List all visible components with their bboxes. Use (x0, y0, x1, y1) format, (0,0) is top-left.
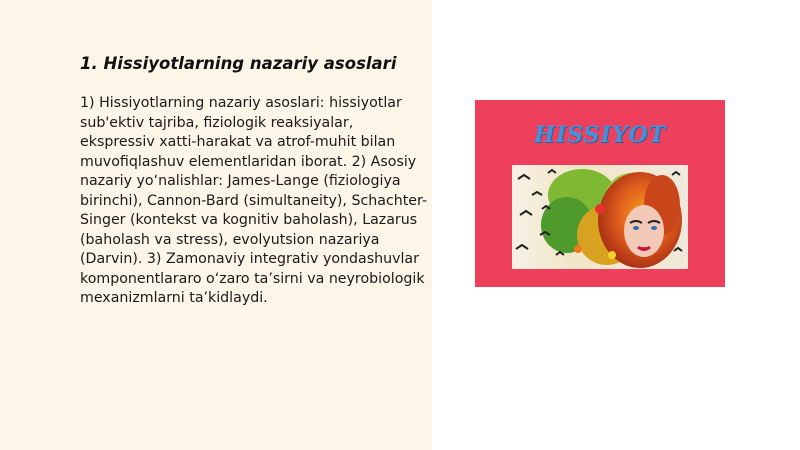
colorful-face-artwork (512, 165, 688, 269)
slide-body-text: 1) Hissiyotlarning nazariy asoslari: hissiyotlar sub'ektiv tajriba, fiziologik reaksiyalar, ekspressiv xatti-harakat va atrof-muhit bilan muvofiqlashuv elementlaridan iborat. 2) Asosiy nazariy yo‘nalishlar: James-Lange (fiziologiya birinchi), Cannon-Bard (simultaneity), Schachter-Singer (kontekst va kognitiv baholash), Lazarus (baholash va stress), evolyutsion nazariya (Darvin). 3) Zamonaviy integrativ yondashuvlar komponentlararo o‘zaro ta’sirni va neyrobiologik mexanizmlarni ta’kidlaydi. (80, 95, 428, 306)
picture-caption-word: HISSIYOT (534, 122, 666, 148)
emotion-illustration (475, 100, 725, 287)
slide-title: 1. Hissiyotlarning nazariy asoslari (80, 54, 397, 73)
